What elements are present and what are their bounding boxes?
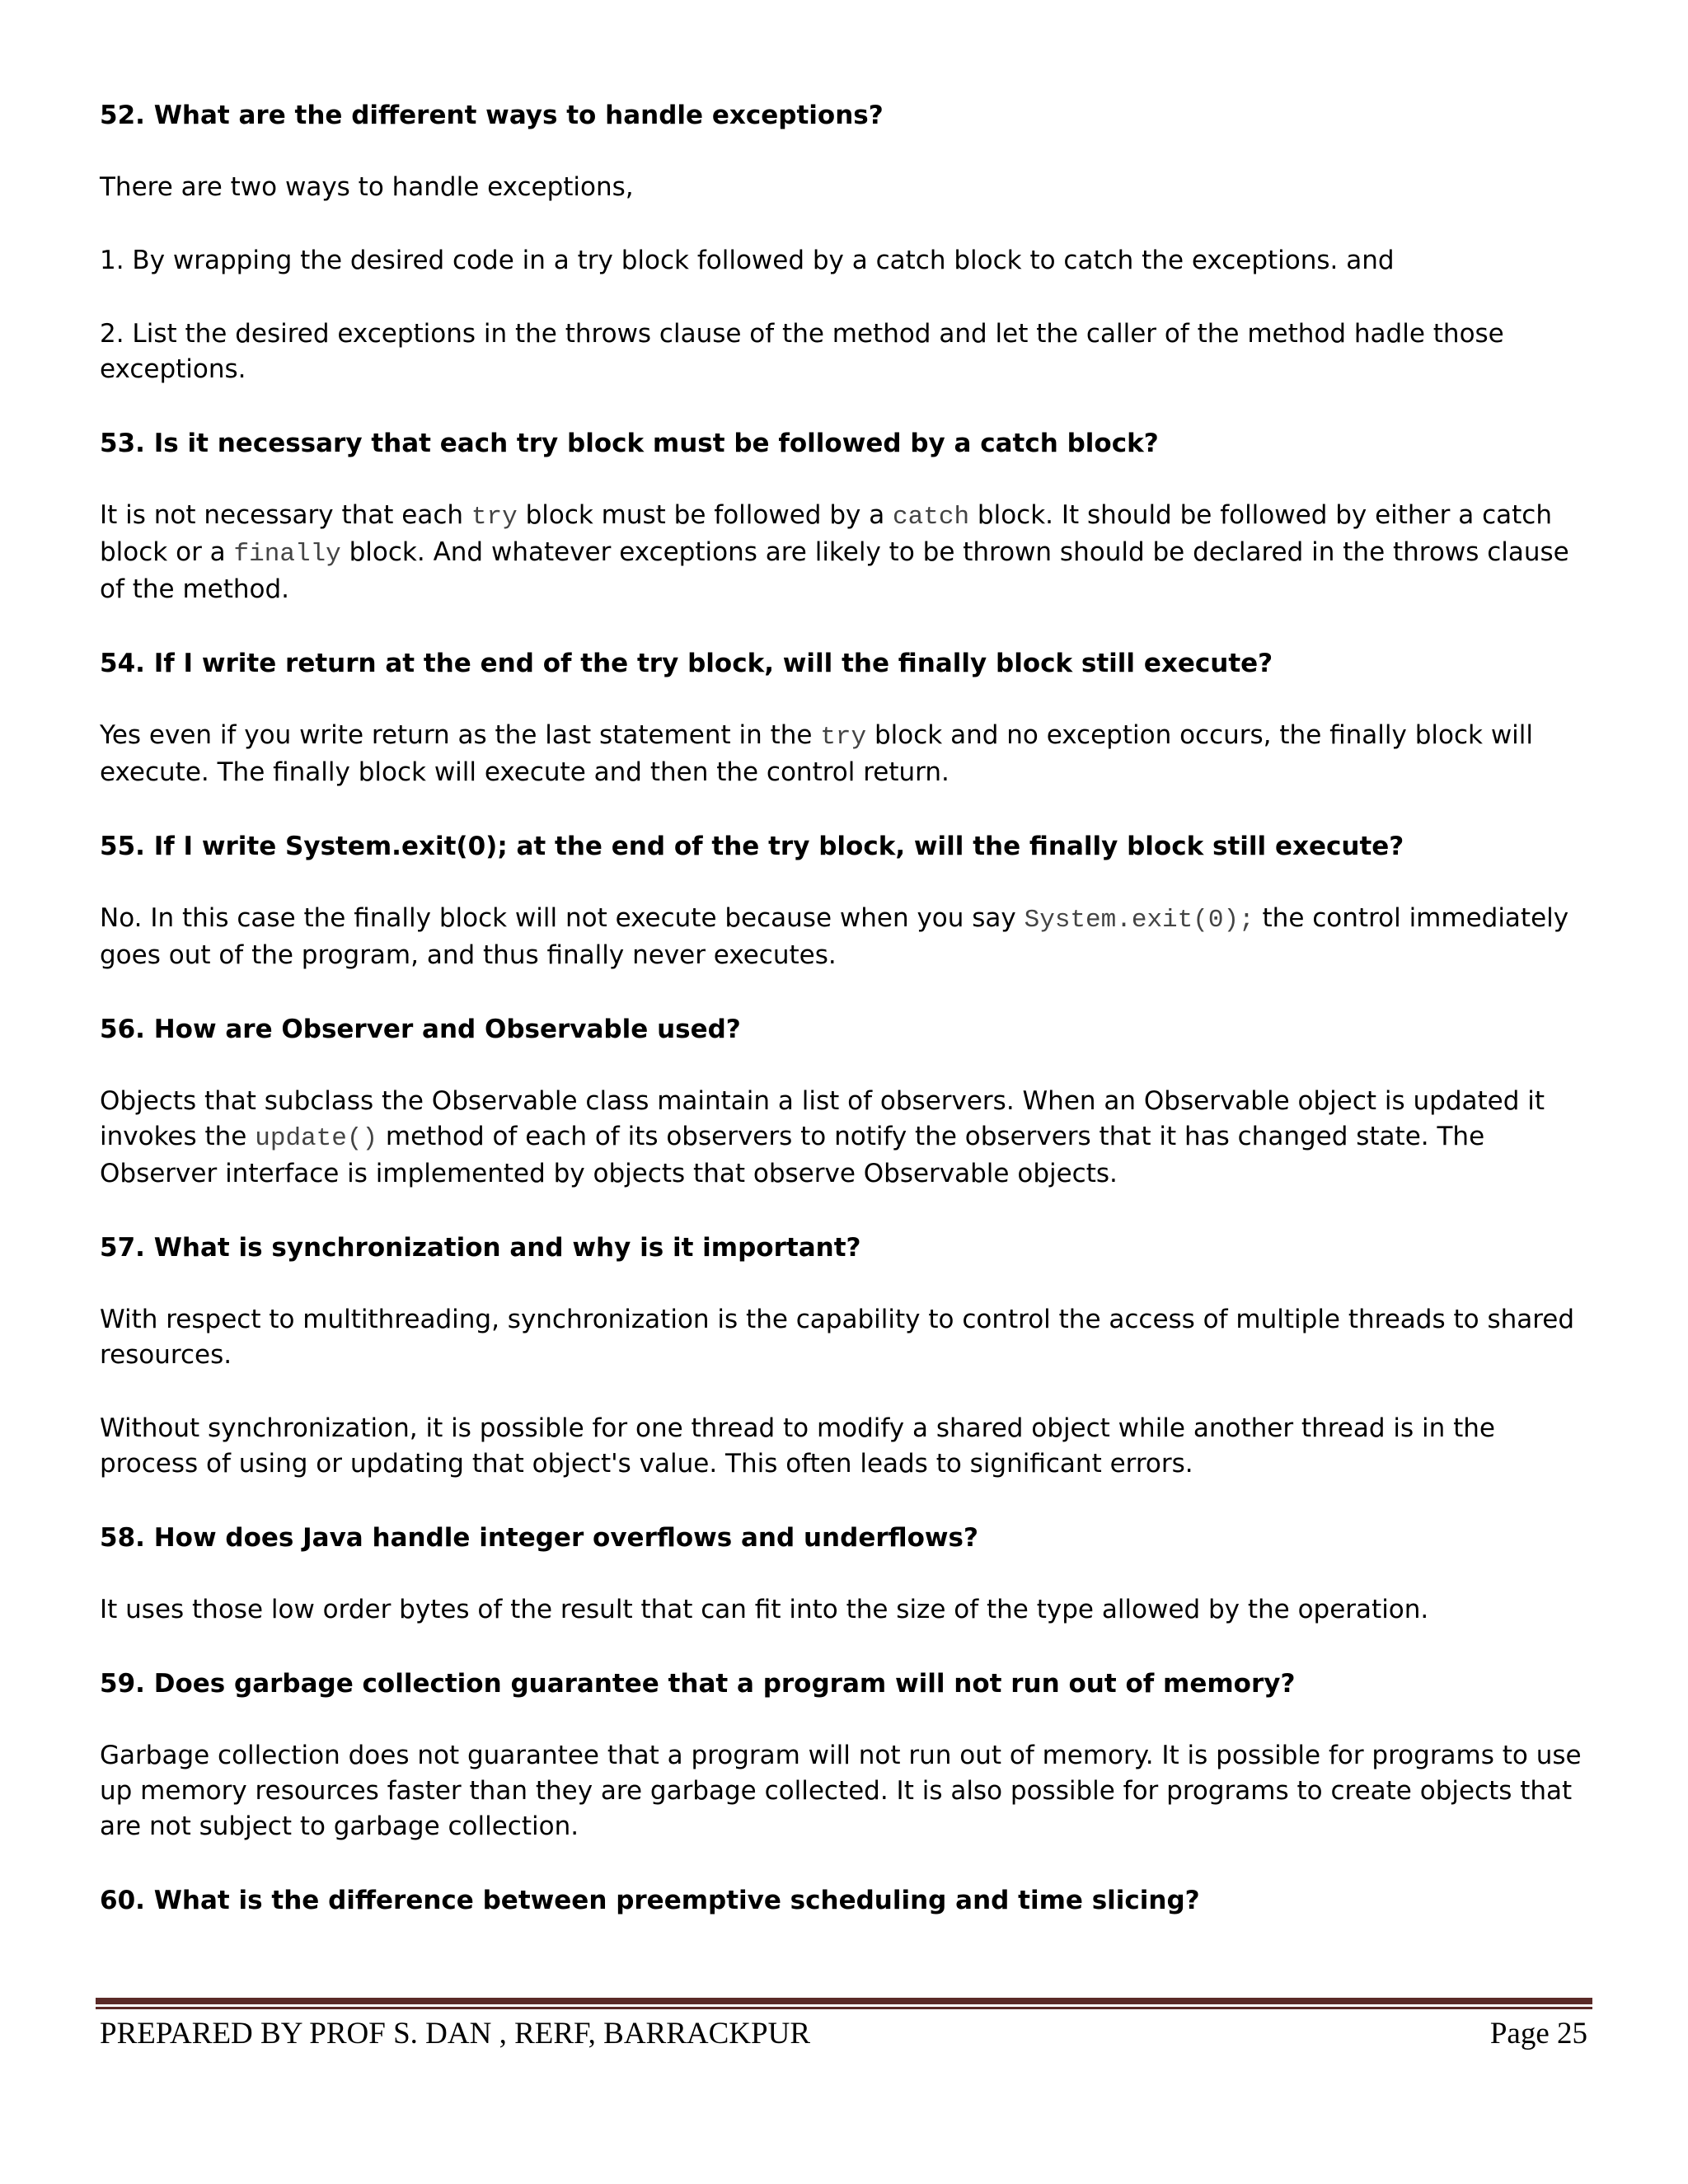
code-try: try bbox=[820, 723, 867, 752]
question-52-heading: 52. What are the different ways to handle exceptions? bbox=[100, 101, 884, 130]
question-60-heading: 60. What is the difference between preemptive scheduling and time slicing? bbox=[100, 1886, 1200, 1915]
footer-divider-thin bbox=[96, 2007, 1592, 2009]
page-number: Page 25 bbox=[1489, 2017, 1587, 2050]
question-55-heading: 55. If I write System.exit(0); at the end of the try block, will the finally block still execute? bbox=[100, 832, 1404, 861]
code-update: update() bbox=[255, 1124, 378, 1153]
question-53-heading: 53. Is it necessary that each try block must be followed by a catch block? bbox=[100, 429, 1159, 458]
question-54-heading: 54. If I write return at the end of the try block, will the finally block still execute? bbox=[100, 649, 1273, 678]
answer-57-para-2: Without synchronization, it is possible for one thread to modify a shared object while another thread is in the process of using or updating that object's value. This often leads to significant errors. bbox=[100, 1413, 1495, 1479]
code-catch: catch bbox=[893, 503, 970, 532]
answer-53 bbox=[100, 498, 1592, 607]
footer-author: PREPARED BY PROF S. DAN , RERF, BARRACKPUR bbox=[100, 2017, 811, 2050]
answer-52-intro: There are two ways to handle exceptions, bbox=[100, 172, 634, 202]
answer-58: It uses those low order bytes of the result that can fit into the size of the type allowed by the operation. bbox=[100, 1595, 1429, 1624]
answer-55-text-2: the control immediately goes out of the program, and thus finally never executes. bbox=[100, 903, 1569, 970]
answer-53-text-4: block. And whatever exceptions are likely to be thrown should be declared in the throws clause of the method. bbox=[100, 537, 1569, 604]
answer-55-text-1: No. In this case the finally block will not execute because when you say bbox=[100, 903, 1025, 933]
answer-56 bbox=[100, 1084, 1592, 1192]
answer-53-text-3: block. It should be followed by either a catch block or a bbox=[100, 500, 1552, 567]
question-59-heading: 59. Does garbage collection guarantee that a program will not run out of memory? bbox=[100, 1669, 1296, 1699]
answer-56-text-1: Objects that subclass the Observable class maintain a list of observers. When an Observable object is updated it invokes the bbox=[100, 1086, 1545, 1151]
footer-divider bbox=[96, 1998, 1592, 2004]
answer-53-text-2: block must be followed by a bbox=[517, 500, 893, 530]
code-try: try bbox=[471, 503, 518, 532]
question-57-heading: 57. What is synchronization and why is it important? bbox=[100, 1233, 861, 1263]
answer-55 bbox=[100, 901, 1592, 973]
code-system-exit: System.exit(0); bbox=[1024, 906, 1254, 935]
answer-54 bbox=[100, 718, 1592, 790]
answer-53-text-1: It is not necessary that each bbox=[100, 500, 471, 530]
question-58-heading: 58. How does Java handle integer overflows and underflows? bbox=[100, 1523, 978, 1553]
code-finally: finally bbox=[233, 540, 341, 569]
page-content bbox=[100, 97, 1592, 1955]
answer-57-para-1: With respect to multithreading, synchronization is the capability to control the access of multiple threads to shared resources. bbox=[100, 1305, 1575, 1370]
answer-56-text-2: method of each of its observers to notify the observers that it has changed state. The Observer interface is implemented by objects that observe Observable objects. bbox=[100, 1122, 1485, 1188]
answer-59: Garbage collection does not guarantee that a program will not run out of memory. It is possible for programs to use up memory resources faster than they are garbage collected. It is also possible for programs to create objects that are not subject to garbage collection. bbox=[100, 1741, 1582, 1841]
answer-52-point-1: 1. By wrapping the desired code in a try block followed by a catch block to catch the exceptions. and bbox=[100, 246, 1395, 275]
question-56-heading: 56. How are Observer and Observable used? bbox=[100, 1015, 741, 1044]
answer-54-text-1: Yes even if you write return as the last statement in the bbox=[100, 720, 821, 750]
answer-52-point-2: 2. List the desired exceptions in the throws clause of the method and let the caller of the method hadle those exceptions. bbox=[100, 319, 1504, 384]
answer-54-text-2: block and no exception occurs, the finally block will execute. The finally block will execute and then the control return. bbox=[100, 720, 1534, 787]
